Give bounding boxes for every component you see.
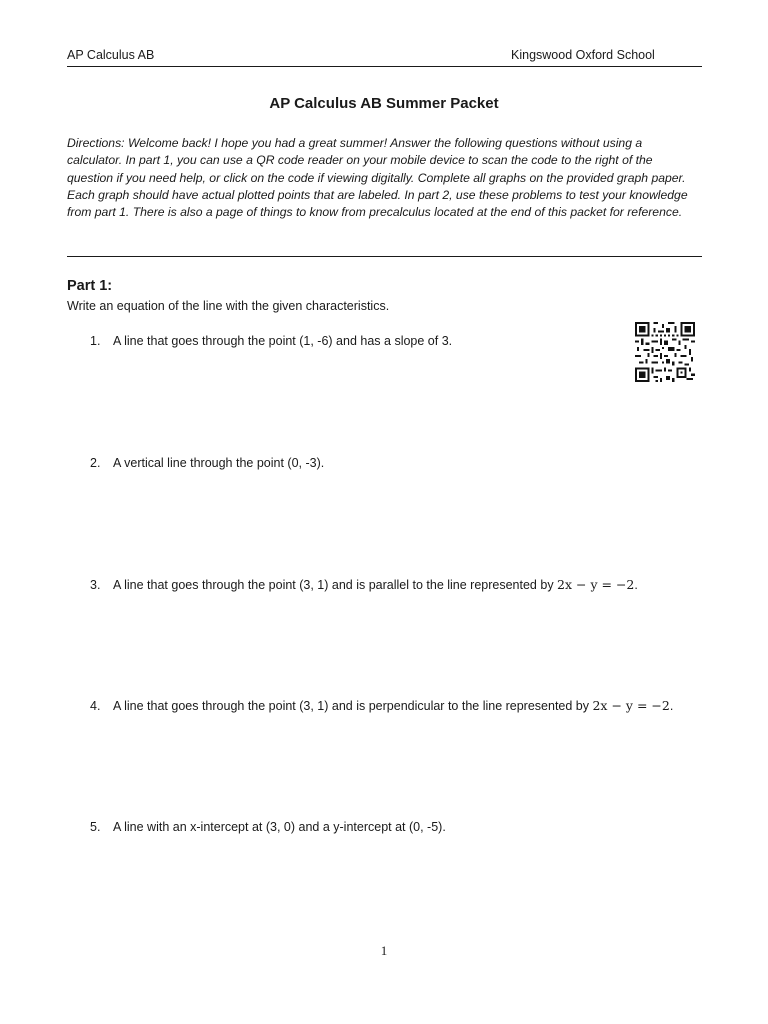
question-text: A vertical line through the point (0, -3). (113, 456, 325, 470)
question-5 (90, 820, 446, 834)
question-3 (90, 577, 638, 592)
question-number: 3. (90, 578, 101, 592)
question-number: 1. (90, 334, 101, 348)
directions-paragraph: Directions: Welcome back! I hope you had a great summer! Answer the following questions without using a calculator. In part 1, you can use a QR code reader on your mobile device to scan the code to the right of the question if you need help, or click on the code if viewing digitally. Complete all graphs on the provided graph paper. Each graph should have actual plotted points that are labeled. In part 2, use these problems to test your knowledge from part 1. There is also a page of things to know from precalculus located at the end of this packet for reference. (67, 136, 688, 220)
page-number: 1 (380, 943, 388, 958)
part-1-instruction: Write an equation of the line with the given characteristics. (67, 299, 390, 313)
equation: 2x − y = −2 (592, 698, 670, 713)
section-divider (67, 256, 702, 257)
equation: 2x − y = −2 (557, 577, 635, 592)
question-text: A line that goes through the point (3, 1) and is perpendicular to the line represented by (113, 699, 593, 713)
header-divider (67, 66, 702, 67)
page-title: AP Calculus AB Summer Packet (269, 95, 499, 112)
header-school: Kingswood Oxford School (511, 48, 655, 62)
question-end: . (634, 578, 638, 592)
part-1-heading: Part 1: (67, 278, 113, 294)
question-text: A line with an x-intercept at (3, 0) and a y-intercept at (0, -5). (113, 820, 446, 834)
header-course: AP Calculus AB (67, 48, 155, 62)
question-number: 5. (90, 820, 101, 834)
question-number: 2. (90, 456, 101, 470)
question-4 (90, 698, 673, 713)
question-number: 4. (90, 699, 101, 713)
question-end: . (669, 699, 674, 713)
question-text: A line that goes through the point (1, -6) and has a slope of 3. (113, 334, 453, 348)
question-1 (90, 334, 452, 348)
qr-code-icon[interactable] (635, 322, 695, 382)
question-text: A line that goes through the point (3, 1) and is parallel to the line represented by (113, 578, 558, 592)
question-2 (90, 456, 324, 470)
